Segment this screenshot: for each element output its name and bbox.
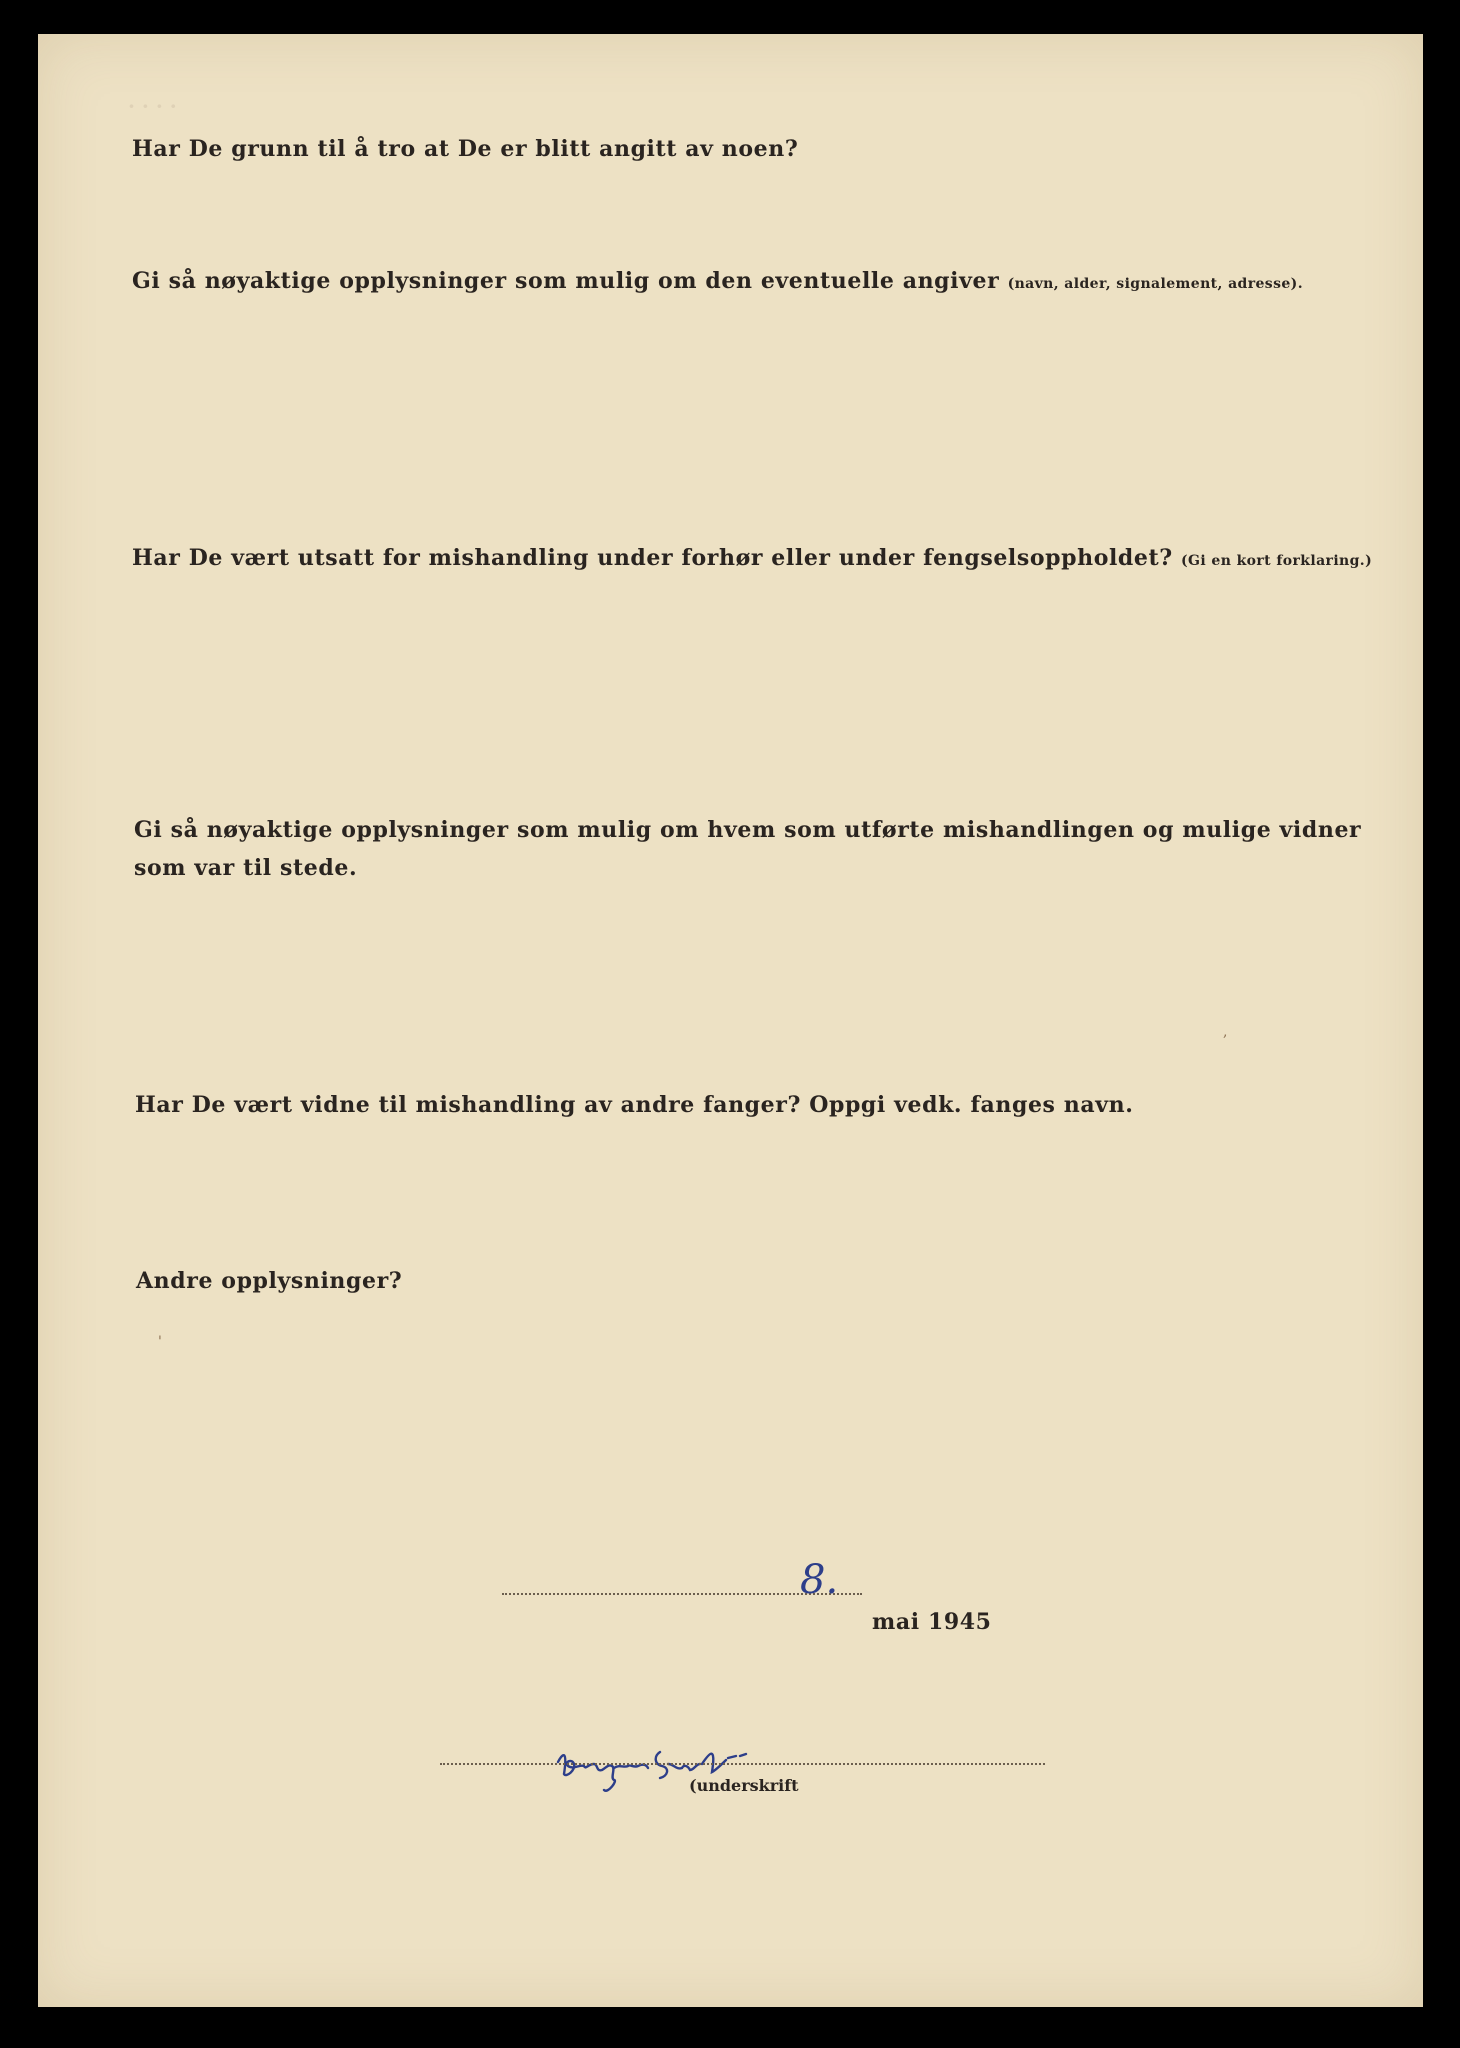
question-andre: Andre opplysninger? (136, 1268, 403, 1294)
date-month-year: mai 1945 (872, 1609, 992, 1635)
paper-speck: ' (158, 1334, 162, 1350)
question-mishandling (132, 539, 1372, 580)
question-angiver-details (132, 262, 1303, 303)
signature-label: (underskrift (689, 1776, 799, 1795)
paper-speck: , (1223, 1024, 1228, 1040)
document-page (38, 34, 1423, 2007)
question-angiver-text: Gi så nøyaktige opplysninger som mulig om den eventuelle angiver (132, 268, 1000, 294)
question-mishandling-note: (Gi en kort forklaring.) (1181, 553, 1373, 569)
date-day-handwritten: 8. (800, 1557, 839, 1603)
signature-dotted-line (440, 1763, 1045, 1765)
question-vidne: Har De vært vidne til mishandling av andre fanger? Oppgi vedk. fanges navn. (135, 1092, 1134, 1118)
question-angiver-note: (navn, alder, signalement, adresse). (1007, 276, 1303, 292)
question-angitt: Har De grunn til å tro at De er blitt angitt av noen? (132, 136, 799, 162)
question-mishandling-text: Har De vært utsatt for mishandling under forhør eller under fengselsoppholdet? (132, 545, 1173, 571)
question-mishandling-details: Gi så nøyaktige opplysninger som mulig om hvem som utførte mishandlingen og mulige vidner som var til stede. (134, 817, 1362, 881)
bleed-through-text: · · · · (128, 94, 177, 118)
